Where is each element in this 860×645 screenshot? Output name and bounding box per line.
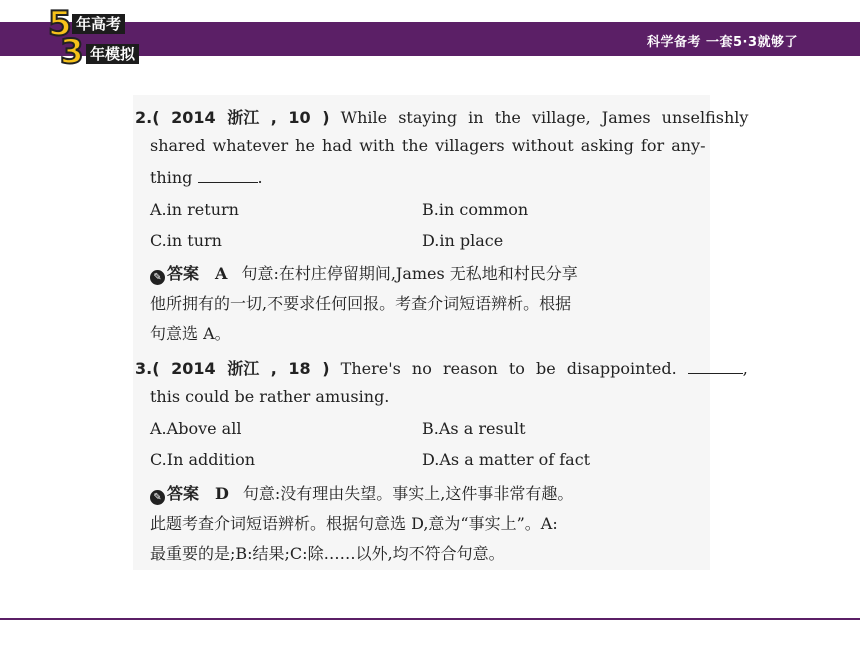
q3-source: ( 2014 浙江 , 18 )	[152, 359, 330, 378]
q2-text-line-3: thing	[150, 168, 193, 187]
q3-option-c: C.In addition	[150, 450, 256, 469]
q2-explanation-2: 他所拥有的一切,不要求任何回报。考查介词短语辨析。根据	[150, 294, 572, 313]
q2-option-a: A.in return	[150, 200, 239, 219]
q2-line-1	[135, 105, 748, 128]
q2-answer-label: 答案	[167, 264, 200, 283]
q2-source: ( 2014 浙江 , 10 )	[152, 108, 330, 127]
answer-bubble-icon: ✎	[150, 270, 165, 285]
footer-divider	[0, 618, 860, 620]
header-slogan: 科学备考 一套5·3就够了	[646, 35, 798, 50]
question-panel	[133, 95, 749, 570]
logo-label-top: 年高考	[72, 14, 125, 34]
q3-text-line-1: There's no reason to be disappointed.	[340, 359, 677, 378]
q3-answer-letter: D	[215, 484, 229, 503]
q3-explanation-2: 此题考查介词短语辨析。根据句意选 D,意为“事实上”。A:	[150, 514, 558, 533]
q3-answer-line-1	[150, 481, 573, 505]
q3-answer-label: 答案	[167, 484, 200, 503]
q3-line-1-end: ,	[742, 359, 748, 378]
q2-option-c: C.in turn	[150, 231, 222, 250]
q3-option-a: A.Above all	[150, 419, 242, 438]
q2-line-3	[150, 168, 263, 187]
q2-option-d: D.in place	[422, 231, 504, 250]
q3-explanation-3: 最重要的是;B:结果;C:除……以外,均不符合句意。	[150, 544, 505, 563]
q2-text-line-2: shared whatever he had with the villagers without asking for any-	[150, 136, 706, 155]
q3-line-1	[135, 356, 748, 379]
q3-number: 3.	[135, 359, 153, 378]
q2-option-b: B.in common	[422, 200, 529, 219]
q2-explanation-3: 句意选 A。	[150, 324, 231, 343]
logo-label-bottom: 年模拟	[86, 44, 139, 64]
q2-answer-blank	[198, 168, 258, 183]
logo-number-five: 5	[48, 4, 72, 44]
q2-answer-line-1	[150, 261, 578, 285]
q2-number: 2.	[135, 108, 153, 127]
q3-option-b: B.As a result	[422, 419, 526, 438]
q2-explanation-1: 句意:在村庄停留期间,James 无私地和村民分享	[241, 264, 578, 283]
q2-answer-letter: A	[215, 264, 228, 283]
q3-option-d: D.As a matter of fact	[422, 450, 591, 469]
brand-logo	[46, 4, 176, 72]
logo-number-three: 3	[60, 32, 84, 72]
q3-answer-blank	[688, 359, 743, 374]
q3-text-line-2: this could be rather amusing.	[150, 387, 390, 406]
answer-bubble-icon: ✎	[150, 490, 165, 505]
q2-line-3-end: .	[257, 168, 263, 187]
q2-text-line-1: While staying in the village, James unselfishly	[340, 108, 749, 127]
q3-explanation-1: 句意:没有理由失望。事实上,这件事非常有趣。	[242, 484, 574, 503]
